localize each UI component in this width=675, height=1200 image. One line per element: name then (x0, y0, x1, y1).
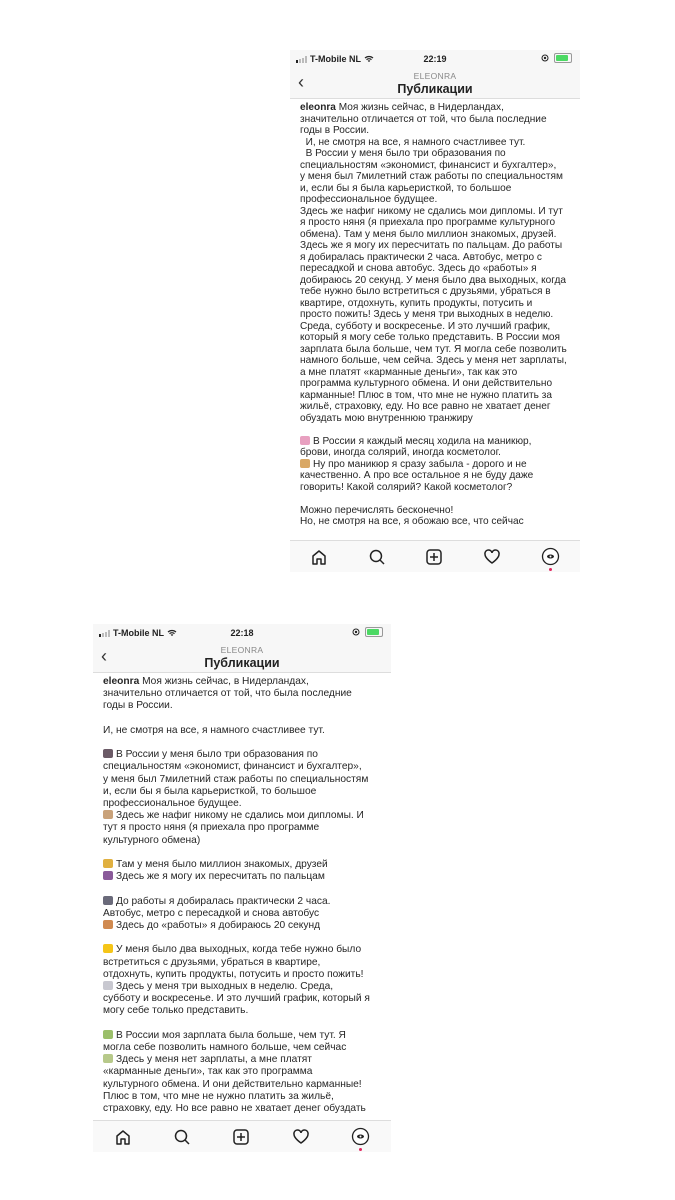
nail-polish-emoji-icon (300, 436, 310, 445)
lightning-emoji-icon (103, 944, 113, 953)
home-tab[interactable] (310, 548, 328, 566)
caption-paragraph (103, 859, 387, 883)
back-button[interactable]: ‹ (298, 72, 304, 92)
caption-paragraph (103, 725, 387, 737)
rotation-lock-icon (541, 54, 549, 62)
clock: 22:19 (423, 54, 447, 64)
battery-icon (554, 53, 572, 63)
caption-text: Там у меня было миллион знакомых, друзей (116, 859, 328, 870)
caption-text: Здесь до «работы» я добираюсь 20 секунд (116, 920, 321, 931)
battery-icon (365, 627, 383, 637)
plus-square-icon (232, 1128, 250, 1146)
caption-paragraph (103, 896, 387, 933)
caption-text: До работы я добиралась практически 2 часа. Автобус, метро с пересадкой и снова автобус (103, 895, 331, 919)
post-caption (300, 102, 576, 540)
search-icon (173, 1128, 191, 1146)
caption-text: Ну про маникюр я сразу забыла - дорого и не качественно. А про все остальное я не буду даже говорить! Какой солярий? Какой косметолог? (300, 458, 534, 493)
caption-text: В России моя зарплата была больше, чем тут. Я могла себе позволить намного больше, чем сейчас (103, 1029, 347, 1053)
profile-avatar-icon (351, 1127, 370, 1146)
header-username: ELEONRA (413, 71, 457, 81)
new-post-tab[interactable] (425, 548, 443, 566)
notification-dot (359, 1148, 362, 1151)
caption-text: Моя жизнь сейчас, в Нидерландах, значительно отличается от той, что была последние годы в России. (300, 102, 547, 136)
caption-text: В России я каждый месяц ходила на маникюр, брови, иногда солярий, иногда косметолог. (300, 435, 532, 458)
caption-line (103, 896, 387, 920)
plus-square-icon (425, 548, 443, 566)
caption-text: Моя жизнь сейчас, в Нидерландах, значительно отличается от той, что была последние годы в России. (103, 676, 352, 712)
caption-paragraph (300, 102, 576, 424)
caption-text: Здесь же я могу их пересчитать по пальцам (116, 871, 325, 883)
post-author-link[interactable]: eleonra (103, 676, 140, 687)
caption-line (300, 206, 576, 425)
caption-line (300, 459, 576, 494)
caption-text: В России у меня было три образования по специальностям «экономист, финансист и бухгалтер», у меня был 7милетний стаж работы по специальностям и, если бы я была карьеристкой, то большое профессиональное будущее. (300, 148, 563, 205)
search-icon (368, 548, 386, 566)
caption-line (103, 1030, 387, 1054)
walking-emoji-icon (103, 871, 113, 880)
caption-line (103, 944, 387, 981)
caption-paragraph (103, 944, 387, 1017)
heart-icon (292, 1128, 310, 1146)
caption-text: Здесь же нафиг никому не сдались мои дипломы. И тут я просто няня (я приехала про программе культурного обмена). Там у меня было миллион знакомых, друзей. Здесь же я могу их пересчитать по пальцам. До работы я добиралась практически 2 часа. Автобус, метро с пересадкой и снова автобус. Здесь до «работы» я добираюсь 20 секунд. У меня было два выходных, когда тебе нужно было встретиться с друзьями, убраться в квартире, отдохнуть, купить продукты, потусить и просто пожить! Здесь у меня три выходных в неделю. Среда, субботу и воскресенье. И это лучший график, который я могу себе только представить. В России моя зарплата была больше, чем тут. Я могла себе позволить намного больше, чем сейча. Здесь у меня нет зарплаты, а мне платят «карманные деньги», так как это программа культурного обмена. И они действительно карманные! Плюс в том, что мне не нужно платить за жильё, страховку, еду. Но все равно не хватает денег обуздать мою внутреннюю транжиру (300, 205, 567, 424)
heart-icon (483, 548, 501, 566)
caption-paragraph (300, 505, 576, 528)
post-author-link[interactable]: eleonra (300, 102, 336, 113)
search-tab[interactable] (173, 1128, 191, 1146)
home-icon (310, 548, 328, 566)
home-icon (114, 1128, 132, 1146)
money-wings-emoji-icon (103, 1054, 113, 1063)
nav-header (93, 642, 391, 673)
caption-text: У меня было два выходных, когда тебе нужно было встретиться с друзьями, убраться в квартире, отдохнуть, купить продукты, потусить и просто пожить! (103, 944, 364, 980)
caption-line (103, 749, 387, 810)
activity-tab[interactable] (483, 548, 501, 566)
facepalm-emoji-icon (300, 459, 310, 468)
metro-emoji-icon (103, 896, 113, 905)
caption-line (103, 981, 387, 1018)
caption-text: Здесь у меня три выходных в неделю. Среда, субботу и воскресенье. И это лучший график, который я могу себе только представить. (103, 981, 370, 1017)
caption-text: В России у меня было три образования по специальностям «экономист, финансист и бухгалтер», у меня был 7милетний стаж работы по специальностям и, если бы я была карьеристкой, то большое профессиональное будущее. (103, 749, 369, 809)
status-bar (93, 624, 391, 642)
profile-avatar-icon (541, 547, 560, 566)
caption-paragraph (103, 1030, 387, 1115)
caption-line (103, 725, 387, 737)
header-username: ELEONRA (220, 645, 264, 655)
caption-line (103, 859, 387, 871)
caption-line (300, 102, 576, 137)
caption-line (300, 436, 576, 459)
woman-shrug-emoji-icon (103, 810, 113, 819)
caption-line (103, 920, 387, 932)
bottom-tab-bar (290, 540, 580, 572)
new-post-tab[interactable] (232, 1128, 250, 1146)
caption-line (103, 810, 387, 847)
home-tab[interactable] (114, 1128, 132, 1146)
screenshot-top (290, 50, 580, 572)
caption-text: И, не смотря на все, я намного счастливее тут. (300, 136, 526, 148)
page-title: Публикации (204, 656, 280, 670)
caption-text: Здесь же нафиг никому не сдались мои дипломы. И тут я просто няня (я приехала про программе культурного обмена) (103, 810, 364, 846)
clock: 22:18 (230, 628, 254, 638)
search-tab[interactable] (368, 548, 386, 566)
caption-paragraph (300, 436, 576, 494)
house-emoji-icon (103, 920, 113, 929)
caption-text: Здесь у меня нет зарплаты, а мне платят «карманные деньги», так как это программа культурного обмена. И они действительно карманные! Плюс в том, что мне не нужно платить за жильё, страховку, еду. Но все равно не хватает денег обуздать (103, 1054, 366, 1115)
post-caption (103, 676, 387, 1120)
caption-line (300, 137, 576, 149)
nav-header (290, 68, 580, 99)
activity-tab[interactable] (292, 1128, 310, 1146)
profile-tab[interactable] (351, 1127, 370, 1146)
bottom-tab-bar (93, 1120, 391, 1152)
caption-paragraph (103, 749, 387, 847)
screenshot-bottom (93, 624, 391, 1152)
caption-line (103, 871, 387, 883)
caption-line (103, 676, 387, 713)
back-button[interactable]: ‹ (101, 646, 107, 666)
caption-line (103, 1054, 387, 1115)
caption-text: Можно перечислять бесконечно! Но, не смотря на все, я обожаю все, что сейчас (300, 504, 524, 527)
people-emoji-icon (103, 859, 113, 868)
profile-tab[interactable] (541, 547, 560, 566)
caption-line (300, 148, 576, 206)
notification-dot (549, 568, 552, 571)
ghost-emoji-icon (103, 981, 113, 990)
caption-text: И, не смотря на все, я намного счастливее тут. (103, 724, 325, 736)
carrier-name: T-Mobile NL (310, 54, 361, 64)
page-title: Публикации (397, 82, 473, 96)
status-bar (290, 50, 580, 68)
carrier-name: T-Mobile NL (113, 628, 164, 638)
woman-student-emoji-icon (103, 749, 113, 758)
money-emoji-icon (103, 1030, 113, 1039)
caption-line (300, 505, 576, 528)
caption-paragraph (103, 676, 387, 713)
rotation-lock-icon (352, 628, 360, 636)
